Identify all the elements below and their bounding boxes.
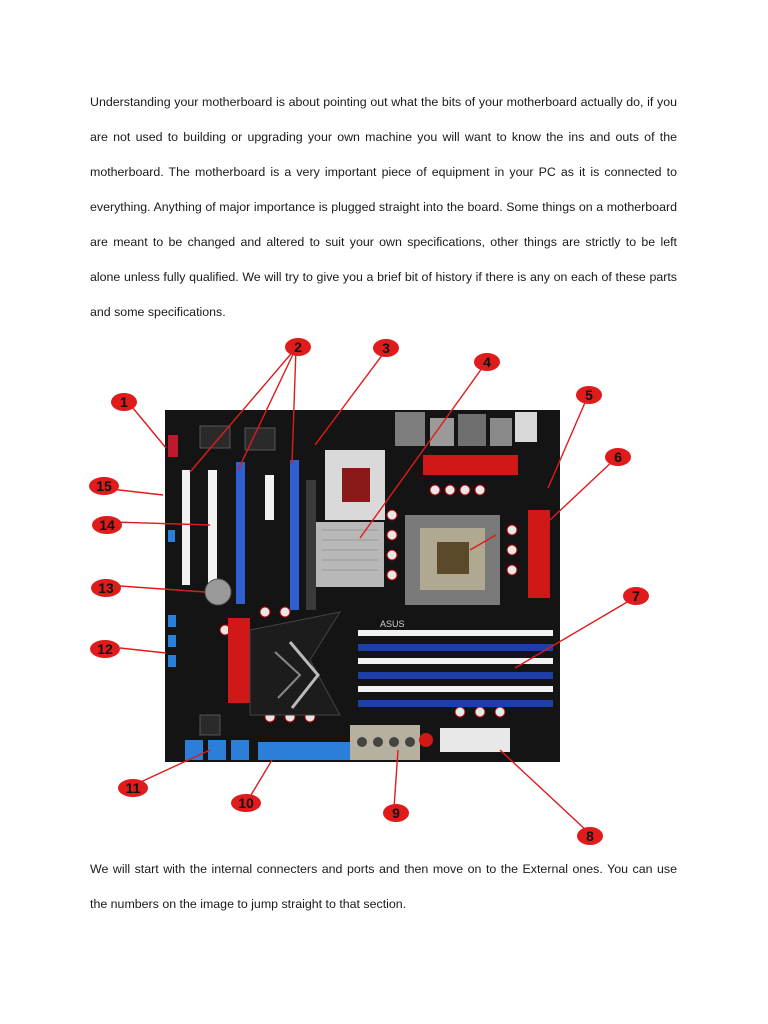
svg-text:5: 5 — [585, 387, 593, 403]
svg-text:12: 12 — [97, 641, 113, 657]
svg-text:10: 10 — [238, 795, 254, 811]
svg-text:11: 11 — [125, 780, 141, 796]
motherboard-image — [165, 410, 560, 762]
svg-text:1: 1 — [120, 394, 128, 410]
svg-text:4: 4 — [483, 354, 491, 370]
callout-6[interactable] — [605, 448, 631, 466]
callout-4[interactable] — [474, 353, 500, 371]
callout-8[interactable] — [577, 827, 603, 845]
callout-2[interactable] — [285, 338, 311, 356]
svg-text:2: 2 — [294, 339, 302, 355]
svg-text:15: 15 — [96, 478, 112, 494]
callout-13[interactable] — [91, 579, 121, 597]
svg-text:13: 13 — [98, 580, 114, 596]
svg-text:8: 8 — [586, 828, 594, 844]
callout-15[interactable] — [89, 477, 119, 495]
svg-text:6: 6 — [614, 449, 622, 465]
callout-7[interactable] — [623, 587, 649, 605]
svg-text:7: 7 — [632, 588, 640, 604]
svg-text:9: 9 — [392, 805, 400, 821]
closing-paragraph: We will start with the internal connecters and ports and then move on to the External ones. You can use the numbers on the image to jump straight to that section. — [90, 862, 677, 911]
callout-14[interactable] — [92, 516, 122, 534]
callout-11[interactable] — [118, 779, 148, 797]
callout-10[interactable] — [231, 794, 261, 812]
callout-5[interactable] — [576, 386, 602, 404]
callout-9[interactable] — [383, 804, 409, 822]
callout-12[interactable] — [90, 640, 120, 658]
asus-brand-label: ASUS — [380, 619, 405, 629]
svg-text:14: 14 — [99, 517, 115, 533]
svg-text:3: 3 — [382, 340, 390, 356]
motherboard-figure — [60, 330, 680, 850]
motherboard-diagram — [60, 330, 680, 850]
callout-1[interactable] — [111, 393, 137, 411]
callout-3[interactable] — [373, 339, 399, 357]
intro-paragraph: Understanding your motherboard is about pointing out what the bits of your motherboard actually do, if you are not used to building or upgrading your own machine you will want to know the ins and outs of the motherboard. The motherboard is a very important piece of equipment in your PC as it is connected to everything. Anything of major importance is plugged straight into the board. Some things on a motherboard are meant to be changed and altered to suit your own specifications, other things are strictly to be left alone unless fully qualified. We will try to give you a brief bit of history if there is any on each of these parts and some specifications. — [90, 95, 677, 319]
